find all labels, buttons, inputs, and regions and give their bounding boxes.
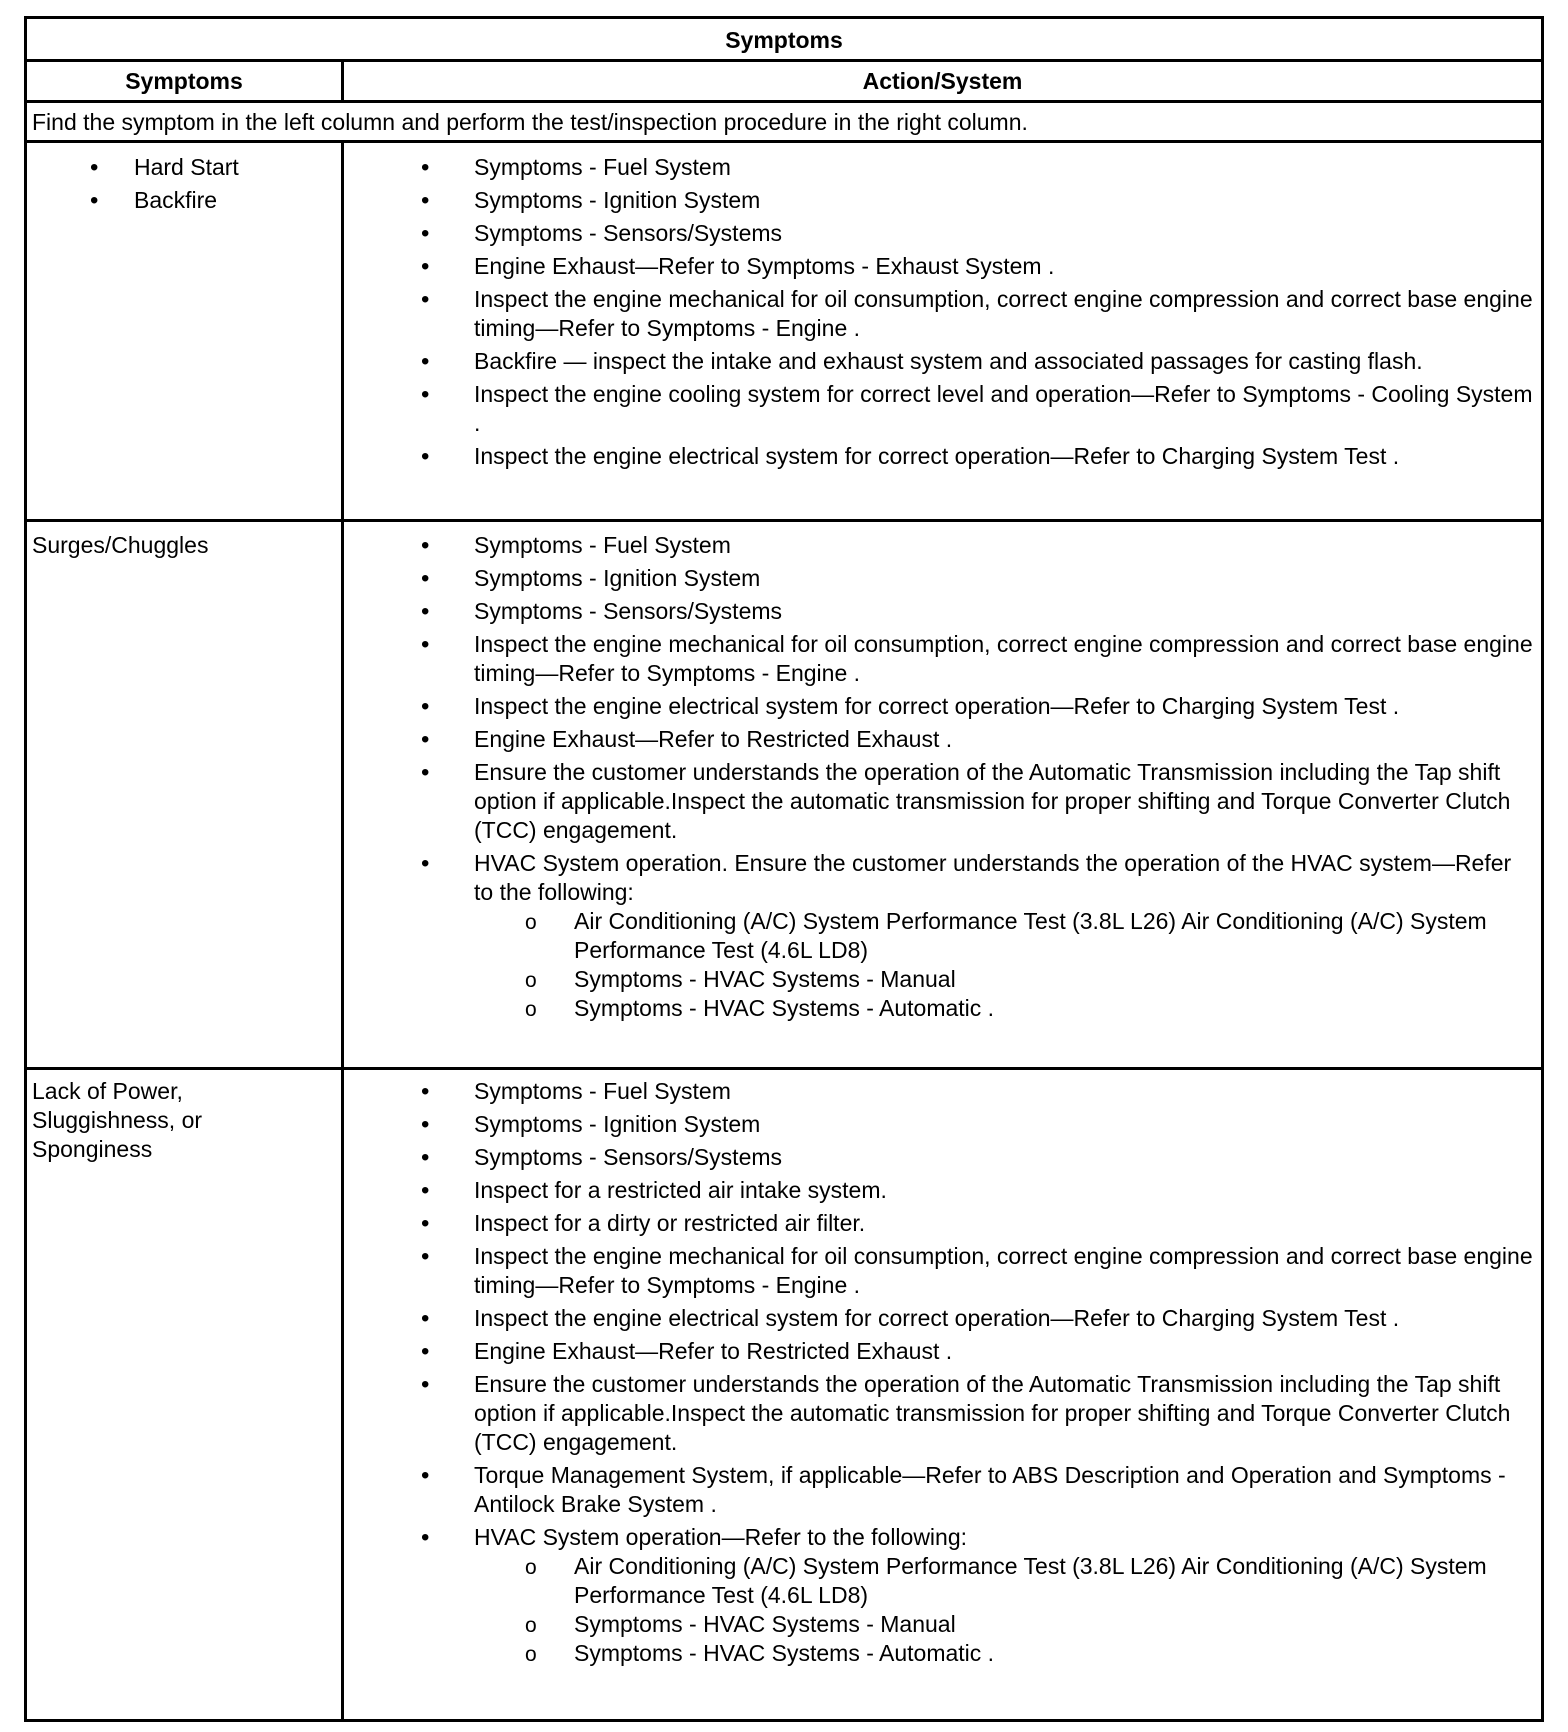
column-header-action: Action/System bbox=[862, 68, 1023, 94]
symptom-item: • Backfire bbox=[32, 186, 332, 219]
sub-action-item: o Symptoms - HVAC Systems - Manual bbox=[363, 1610, 1533, 1639]
rule-header bbox=[27, 100, 1541, 103]
sub-action-item: o Air Conditioning (A/C) System Performance Test (3.8L L26) Air Conditioning (A/C) System Performance Test (4.6L LD8) bbox=[363, 1552, 1533, 1610]
action-item: • HVAC System operation. Ensure the customer understands the operation of the HVAC system—Refer to the following: bbox=[363, 849, 1533, 907]
table-title: Symptoms bbox=[725, 27, 843, 53]
action-item: • Symptoms - Fuel System bbox=[363, 1077, 1533, 1106]
action-item: • Inspect the engine electrical system for correct operation—Refer to Charging System Test . bbox=[363, 442, 1533, 471]
col-divider-body bbox=[341, 140, 344, 1722]
action-item: • HVAC System operation—Refer to the following: bbox=[363, 1523, 1533, 1552]
column-header-symptoms: Symptoms bbox=[125, 68, 243, 94]
action-item: • Ensure the customer understands the operation of the Automatic Transmission including the Tap shift option if applicable.Inspect the automatic transmission for proper shifting and Torque Converter Clutch (TCC) engagement. bbox=[363, 758, 1533, 845]
instruction-text: Find the symptom in the left column and perform the test/inspection procedure in the right column. bbox=[32, 109, 1028, 135]
action-item: • Engine Exhaust—Refer to Symptoms - Exhaust System . bbox=[363, 252, 1533, 281]
row-2-symptom: Surges/Chuggles bbox=[32, 532, 209, 558]
action-item: • Engine Exhaust—Refer to Restricted Exhaust . bbox=[363, 1337, 1533, 1366]
action-item: • Symptoms - Fuel System bbox=[363, 531, 1533, 560]
sub-action-item: o Symptoms - HVAC Systems - Automatic . bbox=[363, 994, 1533, 1023]
action-item: • Engine Exhaust—Refer to Restricted Exhaust . bbox=[363, 725, 1533, 754]
rule-title bbox=[27, 59, 1541, 62]
action-item: • Ensure the customer understands the operation of the Automatic Transmission including the Tap shift option if applicable.Inspect the automatic transmission for proper shifting and Torque Converter Clutch (TCC) engagement. bbox=[363, 1370, 1533, 1457]
sub-action-item: o Air Conditioning (A/C) System Performance Test (3.8L L26) Air Conditioning (A/C) System Performance Test (4.6L LD8) bbox=[363, 907, 1533, 965]
row-1-actions bbox=[363, 153, 1533, 475]
action-item: • Inspect the engine mechanical for oil consumption, correct engine compression and correct base engine timing—Refer to Symptoms - Engine . bbox=[363, 285, 1533, 343]
action-item: • Inspect for a dirty or restricted air filter. bbox=[363, 1209, 1533, 1238]
sub-action-item: o Symptoms - HVAC Systems - Automatic . bbox=[363, 1639, 1533, 1668]
action-item: • Inspect the engine mechanical for oil consumption, correct engine compression and correct base engine timing—Refer to Symptoms - Engine . bbox=[363, 630, 1533, 688]
action-item: • Inspect for a restricted air intake system. bbox=[363, 1176, 1533, 1205]
action-item: • Backfire — inspect the intake and exhaust system and associated passages for casting flash. bbox=[363, 347, 1533, 376]
action-item: • Symptoms - Ignition System bbox=[363, 186, 1533, 215]
action-item: • Symptoms - Sensors/Systems bbox=[363, 597, 1533, 626]
action-item: • Inspect the engine mechanical for oil consumption, correct engine compression and correct base engine timing—Refer to Symptoms - Engine . bbox=[363, 1242, 1533, 1300]
sub-action-item: o Symptoms - HVAC Systems - Manual bbox=[363, 965, 1533, 994]
action-item: • Inspect the engine cooling system for correct level and operation—Refer to Symptoms - Cooling System . bbox=[363, 380, 1533, 438]
action-item: • Torque Management System, if applicable—Refer to ABS Description and Operation and Symptoms - Antilock Brake System . bbox=[363, 1461, 1533, 1519]
action-item: • Symptoms - Fuel System bbox=[363, 153, 1533, 182]
action-item: • Symptoms - Sensors/Systems bbox=[363, 219, 1533, 248]
action-item: • Symptoms - Ignition System bbox=[363, 564, 1533, 593]
row-3-symptom: Lack of Power, Sluggishness, or Sponginess bbox=[32, 1078, 203, 1162]
row-1-symptoms bbox=[32, 153, 332, 219]
row-3-actions bbox=[363, 1077, 1533, 1668]
rule-row2 bbox=[27, 1067, 1541, 1070]
rule-instruction bbox=[27, 140, 1541, 143]
symptoms-table bbox=[24, 16, 1544, 1722]
action-item: • Symptoms - Sensors/Systems bbox=[363, 1143, 1533, 1172]
action-item: • Inspect the engine electrical system for correct operation—Refer to Charging System Test . bbox=[363, 692, 1533, 721]
action-item: • Symptoms - Ignition System bbox=[363, 1110, 1533, 1139]
symptom-item: • Hard Start bbox=[32, 153, 332, 186]
row-2-actions bbox=[363, 531, 1533, 1023]
action-item: • Inspect the engine electrical system for correct operation—Refer to Charging System Test . bbox=[363, 1304, 1533, 1333]
rule-row1 bbox=[27, 519, 1541, 522]
